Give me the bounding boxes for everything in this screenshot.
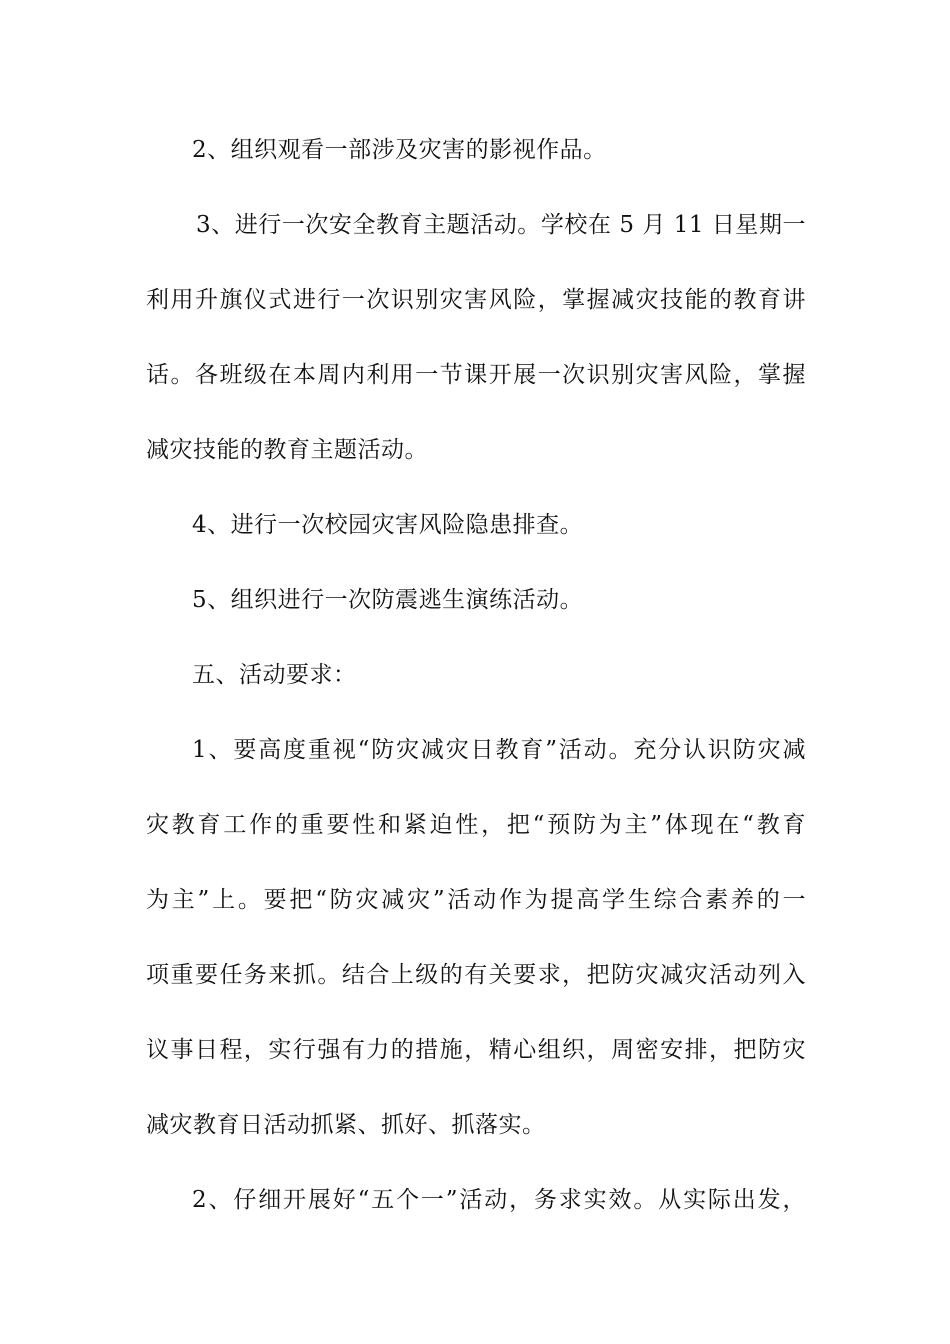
paragraph-item-2: 2、组织观看一部涉及灾害的影视作品。 xyxy=(192,137,607,163)
requirement-2-line-1: 2、仔细开展好“五个一”活动，务求实效。从实际出发， xyxy=(192,1187,806,1213)
paragraph-item-3-line-1: 3、进行一次安全教育主题活动。学校在 5 月 11 日星期一 xyxy=(196,212,806,238)
paragraph-item-5: 5、组织进行一次防震逃生演练活动。 xyxy=(192,587,584,613)
paragraph-item-3-line-2: 利用升旗仪式进行一次识别灾害风险，掌握减灾技能的教育讲 xyxy=(146,287,806,313)
requirement-1-line-4: 项重要任务来抓。结合上级的有关要求，把防灾减灾活动列入 xyxy=(146,962,806,988)
requirement-1-line-3: 为主”上。要把“防灾减灾”活动作为提高学生综合素养的一 xyxy=(146,887,806,913)
requirement-1-line-2: 灾教育工作的重要性和紧迫性，把“预防为主”体现在“教育 xyxy=(146,812,806,838)
document-body xyxy=(146,113,806,1238)
paragraph-item-4: 4、进行一次校园灾害风险隐患排查。 xyxy=(192,512,584,538)
requirement-1-line-5: 议事日程，实行强有力的措施，精心组织，周密安排，把防灾 xyxy=(146,1037,806,1063)
requirement-1-line-1: 1、要高度重视“防灾减灾日教育”活动。充分认识防灾减 xyxy=(192,737,806,763)
paragraph-item-3-line-4: 减灾技能的教育主题活动。 xyxy=(146,437,428,463)
requirement-1-line-6: 减灾教育日活动抓紧、抓好、抓落实。 xyxy=(146,1112,546,1138)
section-heading-requirements: 五、活动要求： xyxy=(192,662,357,688)
paragraph-item-3-line-3: 话。各班级在本周内利用一节课开展一次识别灾害风险，掌握 xyxy=(146,362,806,388)
